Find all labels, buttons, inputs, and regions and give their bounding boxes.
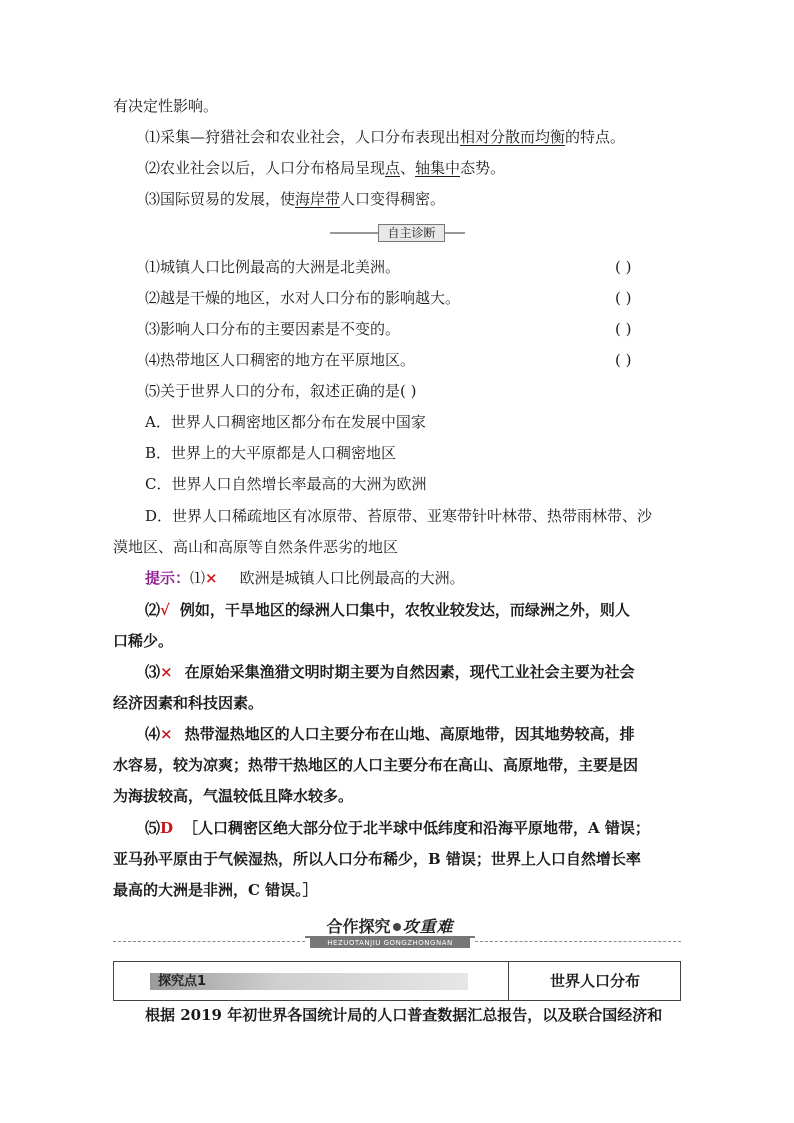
answer-bracket: ( ) xyxy=(615,289,632,307)
hint-2-line-2: 口稀少。 xyxy=(113,632,174,650)
option-c: C．世界人口自然增长率最高的大洲为欧洲 xyxy=(145,475,427,493)
underlined-term: 海岸带 xyxy=(295,190,341,208)
underlined-term: 轴集中 xyxy=(415,159,461,177)
intro-line: 有决定性影响。 xyxy=(113,97,219,115)
text: ⑶国际贸易的发展，使 xyxy=(145,190,296,208)
text: 态势。 xyxy=(460,159,506,177)
bullet-icon xyxy=(393,923,401,931)
option-b: B．世界上的大平原都是人口稠密地区 xyxy=(145,444,397,462)
answer-mark: D xyxy=(160,819,174,837)
diagnosis-title: 自主诊断 xyxy=(378,224,445,242)
dashed-rule xyxy=(113,941,305,942)
option-d-line-1: D．世界人口稀疏地区有冰原带、苔原带、亚寒带针叶林带、热带雨林带、沙 xyxy=(145,507,653,525)
banner-rule xyxy=(445,232,465,234)
hint-number: ⑷ xyxy=(145,725,161,743)
body-text-line: 根据 2019 年初世界各国统计局的人口普查数据汇总报告，以及联合国经济和 xyxy=(145,1006,663,1024)
dashed-rule xyxy=(475,941,681,942)
section-pinyin: HEZUOTANJIU GONGZHONGNAN xyxy=(310,938,470,948)
hint-number: ⑴ xyxy=(190,569,206,587)
question-5: ⑸关于世界人口的分布，叙述正确的是( ) xyxy=(145,382,417,400)
hint-number: ⑸ xyxy=(145,819,161,837)
text: ⑵农业社会以后，人口分布格局呈现 xyxy=(145,159,386,177)
intro-point-1 xyxy=(145,127,683,147)
option-d-line-2: 漠地区、高山和高原等自然条件恶劣的地区 xyxy=(113,538,399,556)
topic-box xyxy=(113,961,681,1001)
section-title-part: 攻重难 xyxy=(402,917,454,936)
topic-tag xyxy=(150,973,468,990)
hint-text: ［人口稠密区绝大部分位于北半球中低纬度和沿海平原地带，A 错误； xyxy=(183,819,650,837)
underlined-term: 相对分散而均衡 xyxy=(460,128,566,146)
option-a: A．世界人口稠密地区都分布在发展中国家 xyxy=(145,413,426,431)
hint-text: 热带湿热地区的人口主要分布在山地、高原地带，因其地势较高，排 xyxy=(184,725,635,743)
text: 的特点。 xyxy=(565,128,626,146)
answer-mark: × xyxy=(160,725,173,743)
hint-3-line-2: 经济因素和科技因素。 xyxy=(113,694,264,712)
hint-5-line-1 xyxy=(145,818,683,838)
hint-text: 例如，干旱地区的绿洲人口集中，农牧业较发达，而绿洲之外，则人 xyxy=(179,601,630,619)
judge-item-3: ⑶影响人口分布的主要因素是不变的。 xyxy=(145,320,401,338)
underlined-term: 点 xyxy=(385,159,401,177)
hint-4-line-1 xyxy=(145,724,683,744)
hint-5-line-2: 亚马孙平原由于气候湿热，所以人口分布稀少，B 错误；世界上人口自然增长率 xyxy=(113,850,641,868)
hint-5-line-3: 最高的大洲是非洲，C 错误。］ xyxy=(113,881,318,899)
hint-text: 欧洲是城镇人口比例最高的大洲。 xyxy=(239,569,465,587)
hint-3-line-1 xyxy=(145,662,683,682)
topic-tag-label: 探究点1 xyxy=(158,974,207,989)
text: 、 xyxy=(400,159,416,177)
answer-mark: × xyxy=(160,663,173,681)
judge-item-4: ⑷热带地区人口稠密的地方在平原地区。 xyxy=(145,351,416,369)
answer-bracket: ( ) xyxy=(615,320,632,338)
topic-title: 世界人口分布 xyxy=(549,972,640,990)
hint-4-line-3: 为海拔较高，气温较低且降水较多。 xyxy=(113,787,354,805)
hint-1 xyxy=(145,568,683,588)
section-title-part: 合作探究 xyxy=(326,917,391,936)
hint-label: 提示： xyxy=(145,569,191,587)
text: 人口变得稠密。 xyxy=(340,190,446,208)
answer-mark: × xyxy=(205,569,218,587)
text: ⑴采集—狩猎社会和农业社会，人口分布表现出 xyxy=(145,128,461,146)
answer-bracket: ( ) xyxy=(615,258,632,276)
judge-item-1: ⑴城镇人口比例最高的大洲是北美洲。 xyxy=(145,258,401,276)
judge-item-2: ⑵越是干燥的地区，水对人口分布的影响越大。 xyxy=(145,289,461,307)
answer-bracket: ( ) xyxy=(615,351,632,369)
hint-text: 在原始采集渔猎文明时期主要为自然因素，现代工业社会主要为社会 xyxy=(184,663,635,681)
diagnosis-banner xyxy=(330,224,465,242)
intro-point-2 xyxy=(145,158,683,178)
banner-rule xyxy=(330,232,378,234)
section-title xyxy=(305,914,475,938)
hint-number: ⑶ xyxy=(145,663,161,681)
intro-point-3 xyxy=(145,189,683,209)
hint-4-line-2: 水容易，较为凉爽；热带干热地区的人口主要分布在高山、高原地带，主要是因 xyxy=(113,756,639,774)
answer-mark: √ xyxy=(160,601,170,619)
hint-number: ⑵ xyxy=(145,601,161,619)
hint-2-line-1 xyxy=(145,600,683,620)
